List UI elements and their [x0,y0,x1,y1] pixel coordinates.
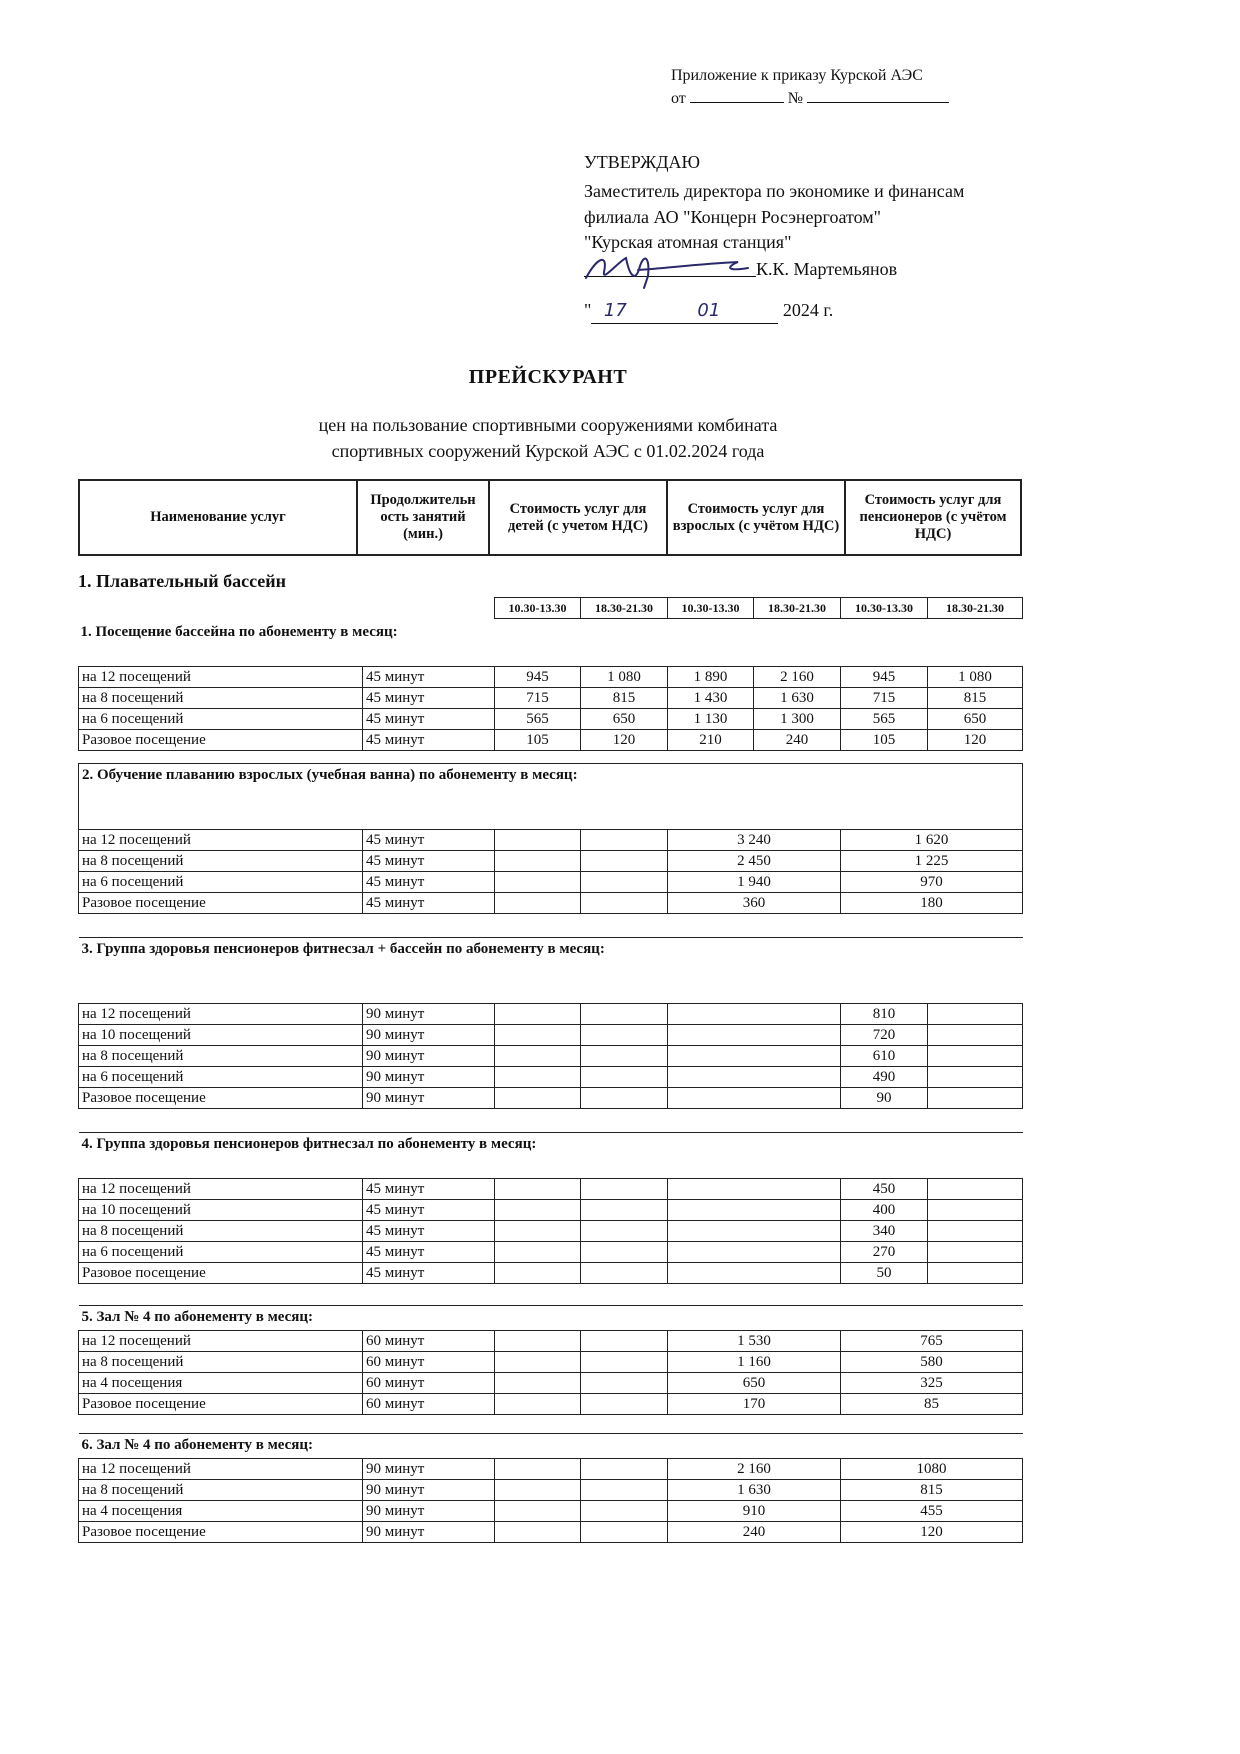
group-title: 3. Группа здоровья пенсионеров фитнесзал + бассейн по абонементу в месяц: [79,938,1023,1004]
empty-cell [495,872,581,893]
price-adults-morning: 1 430 [668,688,754,709]
header-duration: Продолжительн ость занятий (мин.) [357,480,489,555]
price-children-morning: 565 [495,709,581,730]
price-pensioners: 580 [841,1352,1023,1373]
price-pensioners: 50 [841,1263,928,1284]
annex-ref-line [671,88,949,109]
price-pensioners: 1080 [841,1459,1023,1480]
empty-cell [495,1352,581,1373]
empty-cell [928,1088,1023,1109]
service-duration: 45 минут [363,709,495,730]
time-slot: 10.30-13.30 [668,598,754,619]
header-children: Стоимость услуг для детей (с учетом НДС) [489,480,667,555]
service-name: на 4 посещения [79,1373,363,1394]
group-title: 1. Посещение бассейна по абонементу в месяц: [80,624,398,640]
date-quote: " [584,300,592,320]
price-adults: 1 160 [668,1352,841,1373]
handwritten-signature [578,248,758,290]
price-pensioners-morning: 565 [841,709,928,730]
approval-date-line [584,298,833,324]
empty-cell [495,830,581,851]
service-duration: 45 минут [363,1263,495,1284]
group-title: 5. Зал № 4 по абонементу в месяц: [79,1306,1023,1331]
empty-cell [928,1242,1023,1263]
service-name: Разовое посещение [79,1263,363,1284]
group-title: 6. Зал № 4 по абонементу в месяц: [79,1434,1023,1459]
empty-cell [581,1200,668,1221]
price-pensioners: 810 [841,1004,928,1025]
service-name: на 10 посещений [79,1200,363,1221]
price-pensioners: 720 [841,1025,928,1046]
service-name: на 4 посещения [79,1501,363,1522]
empty-cell [495,1480,581,1501]
group-title-row [79,1306,1023,1331]
price-group-4 [78,1132,1023,1284]
time-slot: 18.30-21.30 [928,598,1023,619]
service-duration: 45 минут [363,688,495,709]
approval-line-2: филиала АО "Концерн Росэнергоатом" [584,207,882,227]
price-pensioners: 120 [841,1522,1023,1543]
empty-cell [668,1088,841,1109]
service-duration: 90 минут [363,1067,495,1088]
empty-cell [581,1179,668,1200]
price-adults: 910 [668,1501,841,1522]
service-name: Разовое посещение [79,893,363,914]
empty-cell [495,1263,581,1284]
empty-cell [581,1025,668,1046]
service-name: на 8 посещений [79,688,363,709]
empty-cell [495,1200,581,1221]
empty-cell [495,1221,581,1242]
service-duration: 45 минут [363,1200,495,1221]
empty-cell [581,851,668,872]
price-adults-evening: 1 300 [754,709,841,730]
price-adults-evening: 1 630 [754,688,841,709]
price-pensioners-evening: 815 [928,688,1023,709]
table-row [79,1242,1023,1263]
price-pensioners: 765 [841,1331,1023,1352]
empty-cell [495,1242,581,1263]
price-adults: 3 240 [668,830,841,851]
service-duration: 45 минут [363,667,495,688]
empty-cell [581,1522,668,1543]
empty-cell [581,1373,668,1394]
time-slot: 10.30-13.30 [841,598,928,619]
group-title: 2. Обучение плаванию взрослых (учебная ванна) по абонементу в месяц: [79,764,1023,830]
header-pensioners: Стоимость услуг для пенсионеров (с учётом НДС) [845,480,1021,555]
price-pensioners: 970 [841,872,1023,893]
service-duration: 90 минут [363,1522,495,1543]
price-adults: 2 160 [668,1459,841,1480]
service-name: на 12 посещений [79,830,363,851]
price-pensioners: 340 [841,1221,928,1242]
price-adults: 1 530 [668,1331,841,1352]
empty-cell [495,1088,581,1109]
service-duration: 45 минут [363,1221,495,1242]
service-duration: 90 минут [363,1088,495,1109]
price-adults: 1 630 [668,1480,841,1501]
service-name: на 6 посещений [79,1067,363,1088]
price-adults-evening: 240 [754,730,841,751]
service-name: на 12 посещений [79,1004,363,1025]
table-row [79,1459,1023,1480]
table-row [79,1200,1023,1221]
price-adults-evening: 2 160 [754,667,841,688]
empty-cell [668,1242,841,1263]
table-row [79,1179,1023,1200]
table-row [79,688,1023,709]
service-name: на 6 посещений [79,1242,363,1263]
price-group-2 [78,763,1023,914]
empty-cell [495,1179,581,1200]
service-duration: 60 минут [363,1373,495,1394]
service-name: Разовое посещение [79,730,363,751]
table-row [79,1067,1023,1088]
price-group-3 [78,937,1023,1109]
document-subtitle-2: спортивных сооружений Курской АЭС с 01.02.2024 года [331,441,765,461]
price-adults: 360 [668,893,841,914]
annex-number-label: № [787,90,804,107]
price-adults: 1 940 [668,872,841,893]
service-duration: 60 минут [363,1352,495,1373]
empty-cell [581,1501,668,1522]
price-adults: 170 [668,1394,841,1415]
empty-cell [581,1352,668,1373]
service-duration: 45 минут [363,1242,495,1263]
annex-date-blank [690,88,784,103]
table-row [79,709,1023,730]
time-slot: 18.30-21.30 [581,598,668,619]
price-children-morning: 715 [495,688,581,709]
service-name: на 8 посещений [79,1046,363,1067]
section-swimming-pool-title: 1. Плавательный бассейн [78,571,287,591]
empty-cell [495,851,581,872]
date-day: 17 [591,298,639,324]
empty-cell [581,1004,668,1025]
empty-cell [928,1221,1023,1242]
service-duration: 90 минут [363,1459,495,1480]
group-title-row [79,938,1023,1004]
empty-cell [495,1459,581,1480]
approval-signer: К.К. Мартемьянов [756,259,898,279]
service-duration: 90 минут [363,1046,495,1067]
group-title-row [79,619,1023,667]
date-year: 2024 г. [782,300,834,320]
empty-cell [581,1088,668,1109]
annex-title: Приложение к приказу Курской АЭС [671,67,923,84]
service-name: на 12 посещений [79,1459,363,1480]
empty-cell [581,1263,668,1284]
empty-cell [581,830,668,851]
empty-cell [581,1242,668,1263]
price-children-evening: 1 080 [581,667,668,688]
empty-cell [581,1459,668,1480]
empty-cell [581,1394,668,1415]
empty-cell [581,893,668,914]
empty-cell [495,1067,581,1088]
empty-cell [928,1046,1023,1067]
table-row [79,730,1023,751]
price-pensioners-morning: 945 [841,667,928,688]
price-group-5 [78,1305,1023,1415]
price-pensioners: 180 [841,893,1023,914]
header-adults: Стоимость услуг для взрослых (с учётом НДС) [667,480,845,555]
price-children-morning: 945 [495,667,581,688]
table-row [79,1501,1023,1522]
service-name: на 6 посещений [79,872,363,893]
approval-line-1: Заместитель директора по экономике и финансам [584,181,965,201]
service-duration: 90 минут [363,1501,495,1522]
service-duration: 45 минут [363,730,495,751]
table-row [79,872,1023,893]
empty-cell [668,1221,841,1242]
service-duration: 90 минут [363,1004,495,1025]
empty-cell [495,893,581,914]
price-children-morning: 105 [495,730,581,751]
empty-cell [495,1046,581,1067]
group-title: 4. Группа здоровья пенсионеров фитнесзал по абонементу в месяц: [79,1133,1023,1179]
service-name: на 12 посещений [79,1331,363,1352]
price-adults-morning: 210 [668,730,754,751]
service-duration: 60 минут [363,1394,495,1415]
price-pensioners-evening: 650 [928,709,1023,730]
date-month: 01 [639,298,778,324]
document-title: ПРЕЙСКУРАНТ [468,366,628,388]
time-slot: 10.30-13.30 [495,598,581,619]
empty-cell [495,1394,581,1415]
table-row [79,830,1023,851]
empty-cell [495,1501,581,1522]
price-pensioners-evening: 1 080 [928,667,1023,688]
price-adults: 2 450 [668,851,841,872]
approval-heading: УТВЕРЖДАЮ [584,152,701,172]
empty-cell [668,1025,841,1046]
service-duration: 60 минут [363,1331,495,1352]
service-name: Разовое посещение [79,1088,363,1109]
service-name: Разовое посещение [79,1394,363,1415]
empty-cell [668,1179,841,1200]
service-name: на 12 посещений [79,1179,363,1200]
service-duration: 90 минут [363,1480,495,1501]
price-pensioners-morning: 105 [841,730,928,751]
empty-cell [668,1004,841,1025]
price-pensioners: 270 [841,1242,928,1263]
table-row [79,851,1023,872]
group-title-row [79,1133,1023,1179]
service-name: Разовое посещение [79,1522,363,1543]
price-pensioners: 85 [841,1394,1023,1415]
price-pensioners: 1 620 [841,830,1023,851]
price-pensioners: 1 225 [841,851,1023,872]
price-adults: 240 [668,1522,841,1543]
service-name: на 8 посещений [79,1352,363,1373]
service-name: на 10 посещений [79,1025,363,1046]
table-row [79,1025,1023,1046]
service-duration: 90 минут [363,1025,495,1046]
empty-cell [495,1331,581,1352]
empty-cell [668,1046,841,1067]
price-group-6 [78,1433,1023,1543]
price-adults-morning: 1 890 [668,667,754,688]
price-children-evening: 650 [581,709,668,730]
empty-cell [928,1025,1023,1046]
table-row [79,1088,1023,1109]
header-service: Наименование услуг [79,480,357,555]
group-title-row [79,764,1023,830]
service-duration: 45 минут [363,893,495,914]
approval-line-3: "Курская атомная станция" [584,232,792,252]
price-pensioners-morning: 715 [841,688,928,709]
group-title-row [79,1434,1023,1459]
empty-cell [581,872,668,893]
service-name: на 6 посещений [79,709,363,730]
table-row [79,1004,1023,1025]
table-row [79,1331,1023,1352]
empty-cell [928,1263,1023,1284]
empty-cell [581,1480,668,1501]
empty-cell [79,598,495,619]
table-row [79,1522,1023,1543]
price-table-header [78,479,1022,556]
price-pensioners: 325 [841,1373,1023,1394]
price-pensioners: 455 [841,1501,1023,1522]
price-pensioners: 90 [841,1088,928,1109]
empty-cell [928,1067,1023,1088]
empty-cell [495,1004,581,1025]
empty-cell [495,1025,581,1046]
service-name: на 8 посещений [79,851,363,872]
document-subtitle-1: цен на пользование спортивными сооружениями комбината [318,415,778,435]
empty-cell [928,1200,1023,1221]
empty-cell [668,1200,841,1221]
annex-number-blank [807,88,949,103]
service-duration: 45 минут [363,851,495,872]
table-row [79,1480,1023,1501]
empty-cell [668,1263,841,1284]
empty-cell [495,1373,581,1394]
price-children-evening: 120 [581,730,668,751]
table-row [79,1352,1023,1373]
service-name: на 8 посещений [79,1480,363,1501]
table-row [79,1046,1023,1067]
price-adults: 650 [668,1373,841,1394]
empty-cell [581,1331,668,1352]
empty-cell [928,1004,1023,1025]
price-pensioners: 400 [841,1200,928,1221]
price-adults-morning: 1 130 [668,709,754,730]
price-pensioners: 450 [841,1179,928,1200]
service-name: на 12 посещений [79,667,363,688]
service-duration: 45 минут [363,830,495,851]
empty-cell [495,1522,581,1543]
price-pensioners-evening: 120 [928,730,1023,751]
table-row [79,1263,1023,1284]
annex-from-label: от [671,90,686,107]
empty-cell [581,1221,668,1242]
service-duration: 45 минут [363,872,495,893]
table-row [79,1221,1023,1242]
price-children-evening: 815 [581,688,668,709]
price-pensioners: 815 [841,1480,1023,1501]
table-row [79,1394,1023,1415]
service-name: на 8 посещений [79,1221,363,1242]
time-slot-row [79,598,1023,619]
empty-cell [928,1179,1023,1200]
table-row [79,893,1023,914]
table-row [79,667,1023,688]
price-group-1 [78,597,1023,751]
empty-cell [668,1067,841,1088]
service-duration: 45 минут [363,1179,495,1200]
price-pensioners: 610 [841,1046,928,1067]
time-slot: 18.30-21.30 [754,598,841,619]
table-row [79,1373,1023,1394]
empty-cell [581,1046,668,1067]
price-pensioners: 490 [841,1067,928,1088]
empty-cell [581,1067,668,1088]
